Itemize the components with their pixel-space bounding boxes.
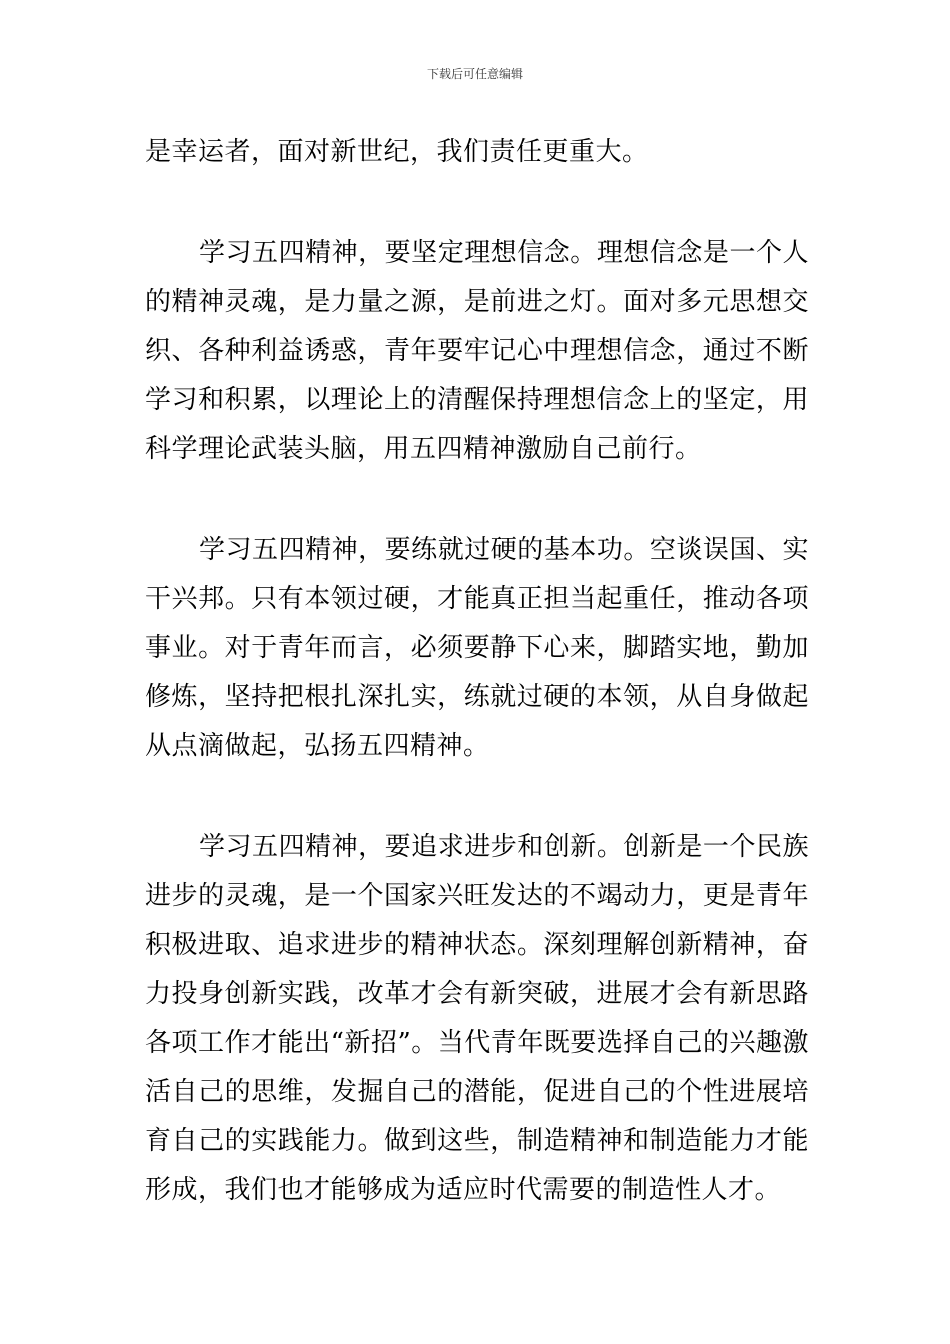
paragraph-innovation: 学习五四精神，要追求进步和创新。创新是一个民族进步的灵魂，是一个国家兴旺发达的不竭动力，更是青年积极进取、追求进步的精神状态。深刻理解创新精神，奋力投身创新实践，改革才会有新突破，进展才会有新思路各项工作才能出“新招”。当代青年既要选择自己的兴趣激活自己的思维，发掘自己的潜能，促进自己的个性进展培育自己的实践能力。做到这些，制造精神和制造能力才能形成，我们也才能够成为适应时代需要的制造性人才。: [145, 832, 809, 1205]
paragraph-spacer: [145, 771, 809, 823]
paragraph-skills: 学习五四精神，要练就过硬的基本功。空谈误国、实干兴邦。只有本领过硬，才能真正担当起重任，推动各项事业。对于青年而言，必须要静下心来，脚踏实地，勤加修炼，坚持把根扎深扎实，练就过硬的本领，从自身做起从点滴做起，弘扬五四精神。: [145, 535, 809, 761]
paragraph-ideals: 学习五四精神，要坚定理想信念。理想信念是一个人的精神灵魂，是力量之源，是前进之灯。面对多元思想交织、各种利益诱惑，青年要牢记心中理想信念，通过不断学习和积累，以理论上的清醒保持理想信念上的坚定，用科学理论武装头脑，用五四精神激励自己前行。: [145, 238, 809, 464]
paragraph-continuation: 是幸运者，面对新世纪，我们责任更重大。: [145, 137, 649, 167]
page-header: 下载后可任意编辑: [426, 67, 523, 81]
document-body: [145, 128, 809, 1215]
paragraph-spacer: [145, 177, 809, 229]
paragraph-spacer: [145, 474, 809, 526]
